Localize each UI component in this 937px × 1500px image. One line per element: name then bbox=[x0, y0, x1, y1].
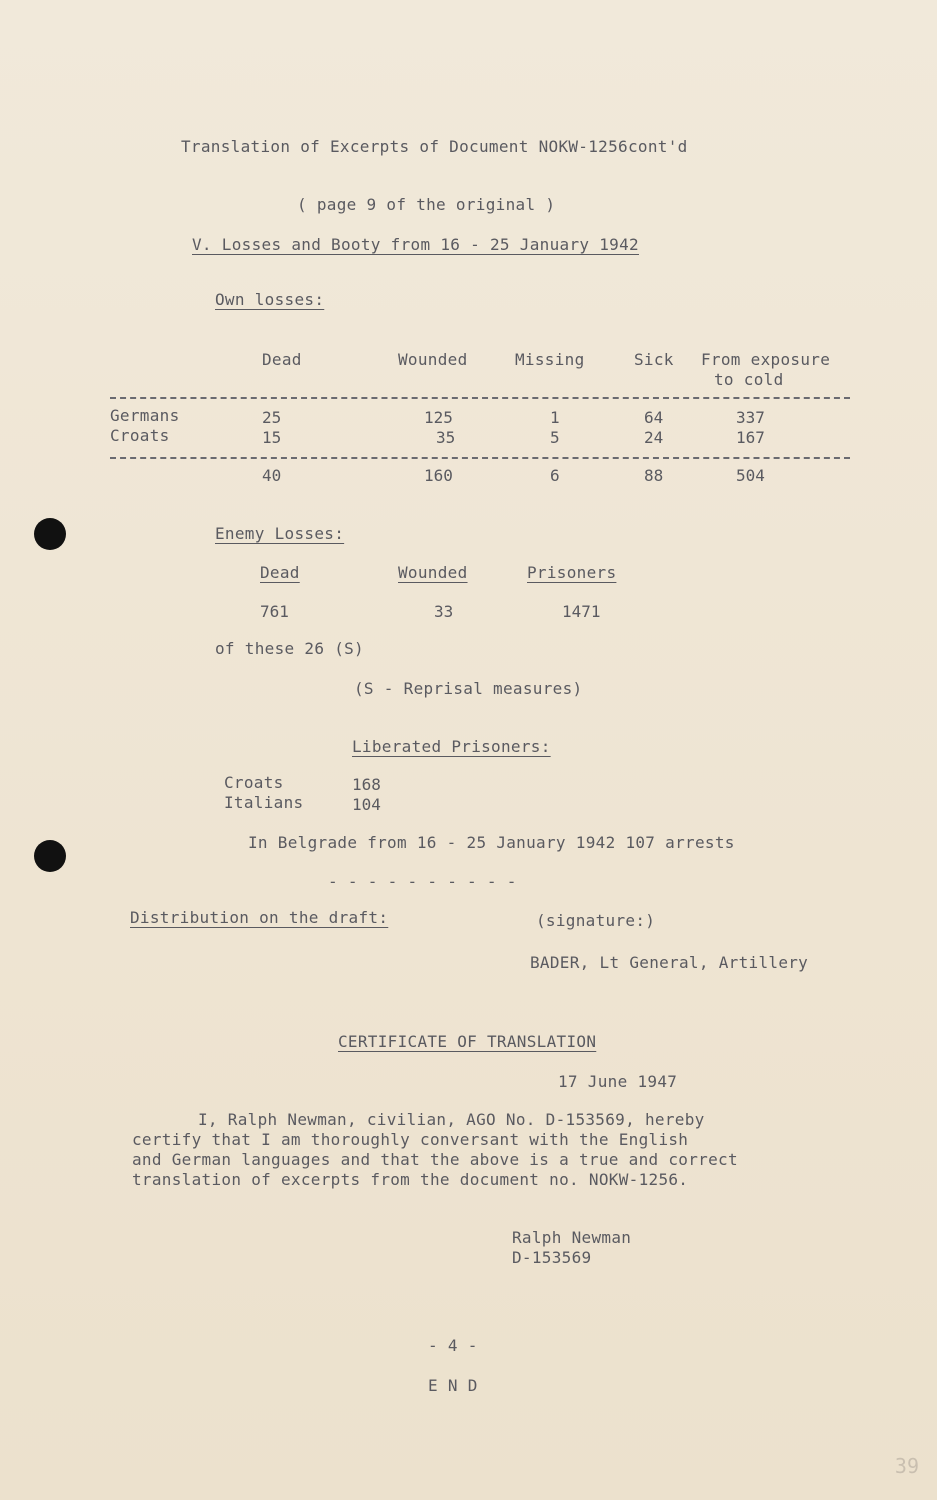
croats-exposure: 167 bbox=[736, 428, 765, 447]
enemy-losses-heading: Enemy Losses: bbox=[215, 524, 345, 543]
reprisal-note: (S - Reprisal measures) bbox=[354, 679, 583, 698]
table-rule bbox=[110, 457, 850, 459]
own-losses-heading: Own losses: bbox=[215, 290, 325, 309]
row-label-germans: Germans bbox=[110, 406, 180, 425]
punch-hole bbox=[34, 518, 66, 550]
liberated-heading: Liberated Prisoners: bbox=[352, 737, 551, 756]
enemy-col-dead: Dead bbox=[260, 563, 300, 582]
total-exposure: 504 bbox=[736, 466, 765, 485]
document-title: Translation of Excerpts of Document NOKW-1256cont'd bbox=[181, 137, 688, 156]
section-heading: V. Losses and Booty from 16 - 25 January 1942 bbox=[192, 235, 639, 254]
enemy-note: of these 26 (S) bbox=[215, 639, 364, 658]
col-header-exposure: From exposure bbox=[701, 350, 831, 369]
total-missing: 6 bbox=[550, 466, 560, 485]
germans-missing: 1 bbox=[550, 408, 560, 427]
certificate-date: 17 June 1947 bbox=[558, 1072, 678, 1091]
certificate-line: certify that I am thoroughly conversant with the English bbox=[132, 1130, 689, 1149]
enemy-dead: 761 bbox=[260, 602, 289, 621]
separator-line: - - - - - - - - - - bbox=[328, 872, 517, 891]
belgrade-arrests: In Belgrade from 16 - 25 January 1942 107 arrests bbox=[248, 833, 735, 852]
croats-missing: 5 bbox=[550, 428, 560, 447]
total-sick: 88 bbox=[644, 466, 664, 485]
liberated-croats: 168 bbox=[352, 775, 381, 794]
total-wounded: 160 bbox=[424, 466, 453, 485]
certificate-line: translation of excerpts from the document no. NOKW-1256. bbox=[132, 1170, 689, 1189]
signer-name: Ralph Newman bbox=[512, 1228, 632, 1247]
col-header-dead: Dead bbox=[262, 350, 302, 369]
total-dead: 40 bbox=[262, 466, 282, 485]
row-label-croats: Croats bbox=[110, 426, 170, 445]
certificate-heading: CERTIFICATE OF TRANSLATION bbox=[338, 1032, 597, 1051]
footer-page-number: - 4 - bbox=[428, 1336, 478, 1355]
certificate-line: I, Ralph Newman, civilian, AGO No. D-153569, hereby bbox=[198, 1110, 705, 1129]
enemy-col-wounded: Wounded bbox=[398, 563, 468, 582]
germans-dead: 25 bbox=[262, 408, 282, 427]
corner-page-number: 39 bbox=[894, 1454, 919, 1478]
punch-hole bbox=[34, 840, 66, 872]
col-header-wounded: Wounded bbox=[398, 350, 468, 369]
liberated-italians: 104 bbox=[352, 795, 381, 814]
croats-sick: 24 bbox=[644, 428, 664, 447]
col-header-exposure-line2: to cold bbox=[714, 370, 784, 389]
germans-wounded: 125 bbox=[424, 408, 453, 427]
signer-id: D-153569 bbox=[512, 1248, 592, 1267]
croats-dead: 15 bbox=[262, 428, 282, 447]
table-rule bbox=[110, 397, 850, 399]
croats-wounded: 35 bbox=[436, 428, 456, 447]
germans-exposure: 337 bbox=[736, 408, 765, 427]
liberated-label-croats: Croats bbox=[224, 773, 284, 792]
col-header-missing: Missing bbox=[515, 350, 585, 369]
page-reference: ( page 9 of the original ) bbox=[297, 195, 556, 214]
col-header-sick: Sick bbox=[634, 350, 674, 369]
germans-sick: 64 bbox=[644, 408, 664, 427]
distribution-label: Distribution on the draft: bbox=[130, 908, 389, 927]
signature-label: (signature:) bbox=[536, 911, 656, 930]
enemy-wounded: 33 bbox=[434, 602, 454, 621]
enemy-col-prisoners: Prisoners bbox=[527, 563, 617, 582]
liberated-label-italians: Italians bbox=[224, 793, 304, 812]
enemy-prisoners: 1471 bbox=[562, 602, 601, 621]
signatory: BADER, Lt General, Artillery bbox=[530, 953, 809, 972]
certificate-line: and German languages and that the above is a true and correct bbox=[132, 1150, 738, 1169]
end-marker: E N D bbox=[428, 1376, 478, 1395]
